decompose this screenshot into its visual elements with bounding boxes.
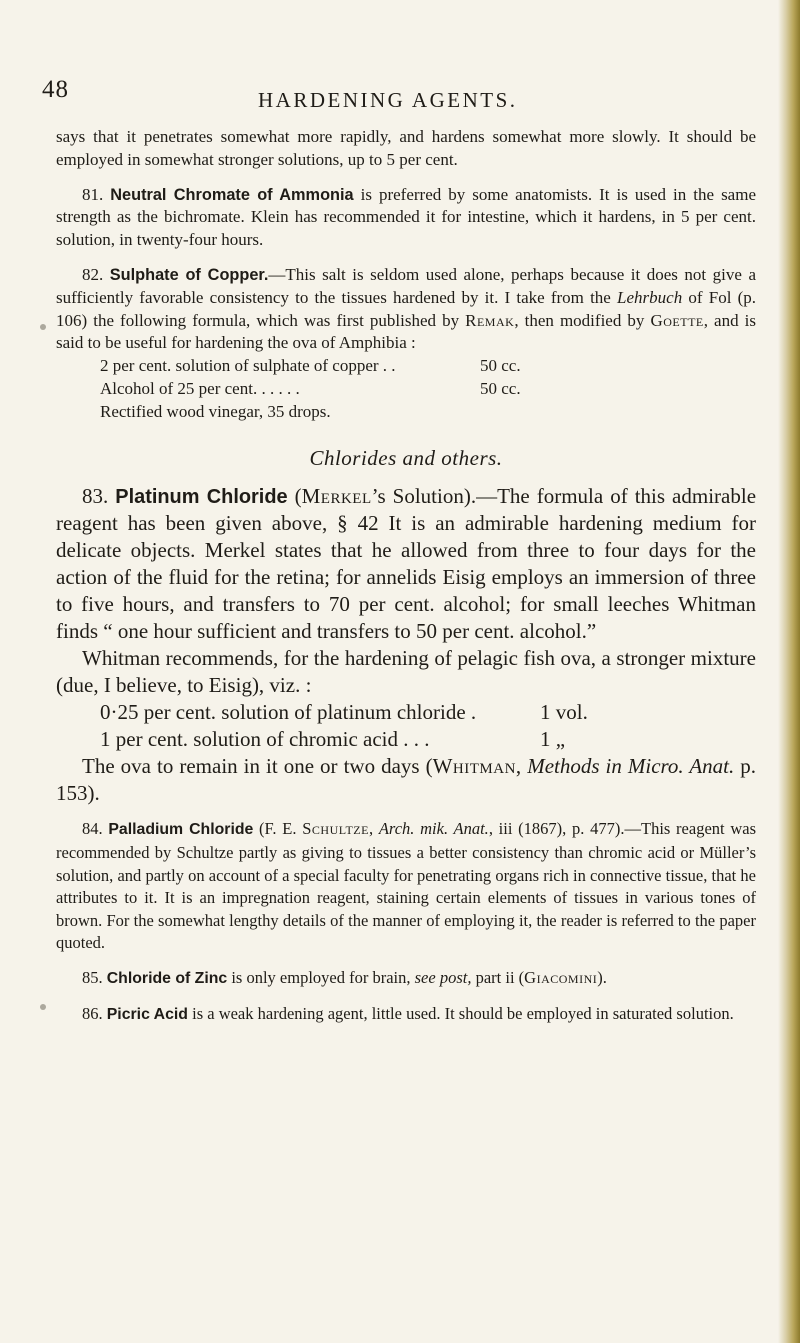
para-body: ). xyxy=(597,968,607,987)
para-body: —The formula of this admirable reagent has been given above, § 42 It is an admirable hardening medium for delicate objects. Merkel states that he allowed from three to four days for the action of the fluid for the retina; for annelids Eisig employs an immersion of three to five hours, and transfers to 70 per cent. alcohol; for small leeches Whitman finds “ one hour sufficient and transfers to 50 per cent. alcohol.” xyxy=(56,483,757,644)
para-body: of Fol (p. 106) the following formula, which was first published by xyxy=(56,287,757,330)
para-body: ( xyxy=(287,483,302,508)
para-body: , xyxy=(368,819,379,839)
intro-paragraph: says that it penetrates somewhat more rapidly, and hardens somewhat more slowly. It should be employed in somewhat stronger solutions, up to 5 per cent. xyxy=(56,127,756,169)
para-body: ’s Solution). xyxy=(371,483,477,508)
journal-title: Arch. mik. Anat. xyxy=(378,819,489,839)
para-body: —This reagent was recommended by Schultze partly as giving to tissues a better consistency than chromic acid or Müller’s solution, and partly on account of a special faculty for penetrating organs rich in connective tissue, that he attributes to it. It is an impregnation reagent, staining certain elements of tissues in various tones of brown. For the somewhat lengthy details of the manner of employing it, the reader is referred to the paper quoted. xyxy=(56,819,756,953)
para-body: The ova to remain in it one or two days ( xyxy=(82,753,433,778)
formula-quantity: 50 cc. xyxy=(480,356,521,376)
paragraph-83-cont: Whitman recommends, for the hardening of pelagic fish ova, a stronger mixture (due, I believe, to Eisig), viz. : xyxy=(56,646,756,697)
running-head: HARDENING AGENTS. xyxy=(258,88,518,112)
formula-row xyxy=(56,378,756,401)
paragraph-84 xyxy=(56,818,756,955)
para-title: Neutral Chromate of Ammonia xyxy=(110,185,354,204)
author-name: Remak xyxy=(465,310,515,330)
para-number: 82. xyxy=(82,264,104,284)
formula-quantity: 1 „ xyxy=(540,726,566,751)
paragraph-86 xyxy=(56,1003,756,1027)
para-body: —This salt is seldom used alone, perhaps because it does not give a sufficiently favorable consistency to the tissues hardened by it. I take from the xyxy=(56,264,757,307)
paragraph-82 xyxy=(56,264,756,355)
paragraph-83-cite xyxy=(56,753,756,807)
para-title: Picric Acid xyxy=(106,1005,188,1023)
cross-reference: see post, xyxy=(414,968,472,987)
para-number: 86. xyxy=(82,1003,103,1023)
paragraph-85 xyxy=(56,967,756,991)
author-name: Goette xyxy=(650,310,704,330)
margin-mark xyxy=(40,1004,46,1010)
paragraph-83 xyxy=(56,483,756,645)
para-body: (F. E. xyxy=(253,819,303,839)
para-number: 85. xyxy=(82,968,103,987)
page-edge xyxy=(778,0,800,1343)
author-name: Schultze xyxy=(302,819,369,839)
para-body: p. 153). xyxy=(56,753,757,805)
para-body: , then modified by xyxy=(514,310,651,330)
author-name: Giacomini xyxy=(524,968,598,987)
page-number: 48 xyxy=(42,76,69,103)
para-body: , iii (1867), p. 477). xyxy=(488,819,625,839)
margin-mark xyxy=(40,324,46,330)
paragraph-81 xyxy=(56,184,756,252)
para-body: , and is said to be useful for hardening the ova of Amphibia : xyxy=(56,310,756,353)
book-title: Lehrbuch xyxy=(617,287,683,307)
section-heading: Chlorides and others. xyxy=(309,445,503,470)
formula-row xyxy=(56,401,756,424)
formula-ingredient: 1 per cent. solution of chromic acid . . . xyxy=(100,726,430,751)
author-name: Merkel xyxy=(301,483,372,508)
author-name: Whitman xyxy=(432,753,516,778)
para-title: Platinum Chloride xyxy=(115,485,288,508)
para-body: part ii ( xyxy=(471,968,525,987)
formula-ingredient: 0·25 per cent. solution of platinum chloride . xyxy=(100,699,477,724)
formula-ingredient: Rectified wood vinegar, 35 drops. xyxy=(100,401,331,421)
para-body: is a weak hardening agent, little used. It should be employed in saturated solution. xyxy=(187,1003,734,1023)
formula-ingredient: Alcohol of 25 per cent. . . . . . xyxy=(100,378,300,398)
formula-row xyxy=(56,726,756,753)
para-body: , xyxy=(515,753,528,778)
para-number: 83. xyxy=(82,483,109,508)
body-text xyxy=(56,126,756,1026)
para-title: Sulphate of Copper. xyxy=(109,265,269,284)
para-title: Palladium Chloride xyxy=(108,821,254,839)
para-number: 81. xyxy=(82,184,104,204)
formula-row xyxy=(56,699,756,726)
formula-quantity: 50 cc. xyxy=(480,378,521,398)
para-body: is only employed for brain, xyxy=(227,968,415,987)
formula-quantity: 1 vol. xyxy=(540,699,588,724)
para-body: is preferred by some anatomists. It is used in the same strength as the bichromate. Klein has recommended it for intestine, which it hardens, in 5 per cent. solution, in twenty-four hours. xyxy=(56,184,756,250)
formula-ingredient: 2 per cent. solution of sulphate of copper . . xyxy=(100,356,396,376)
citation-title: Methods in Micro. Anat. xyxy=(527,753,735,778)
formula-row xyxy=(56,355,756,378)
para-title: Chloride of Zinc xyxy=(106,970,228,987)
para-number: 84. xyxy=(82,819,103,839)
